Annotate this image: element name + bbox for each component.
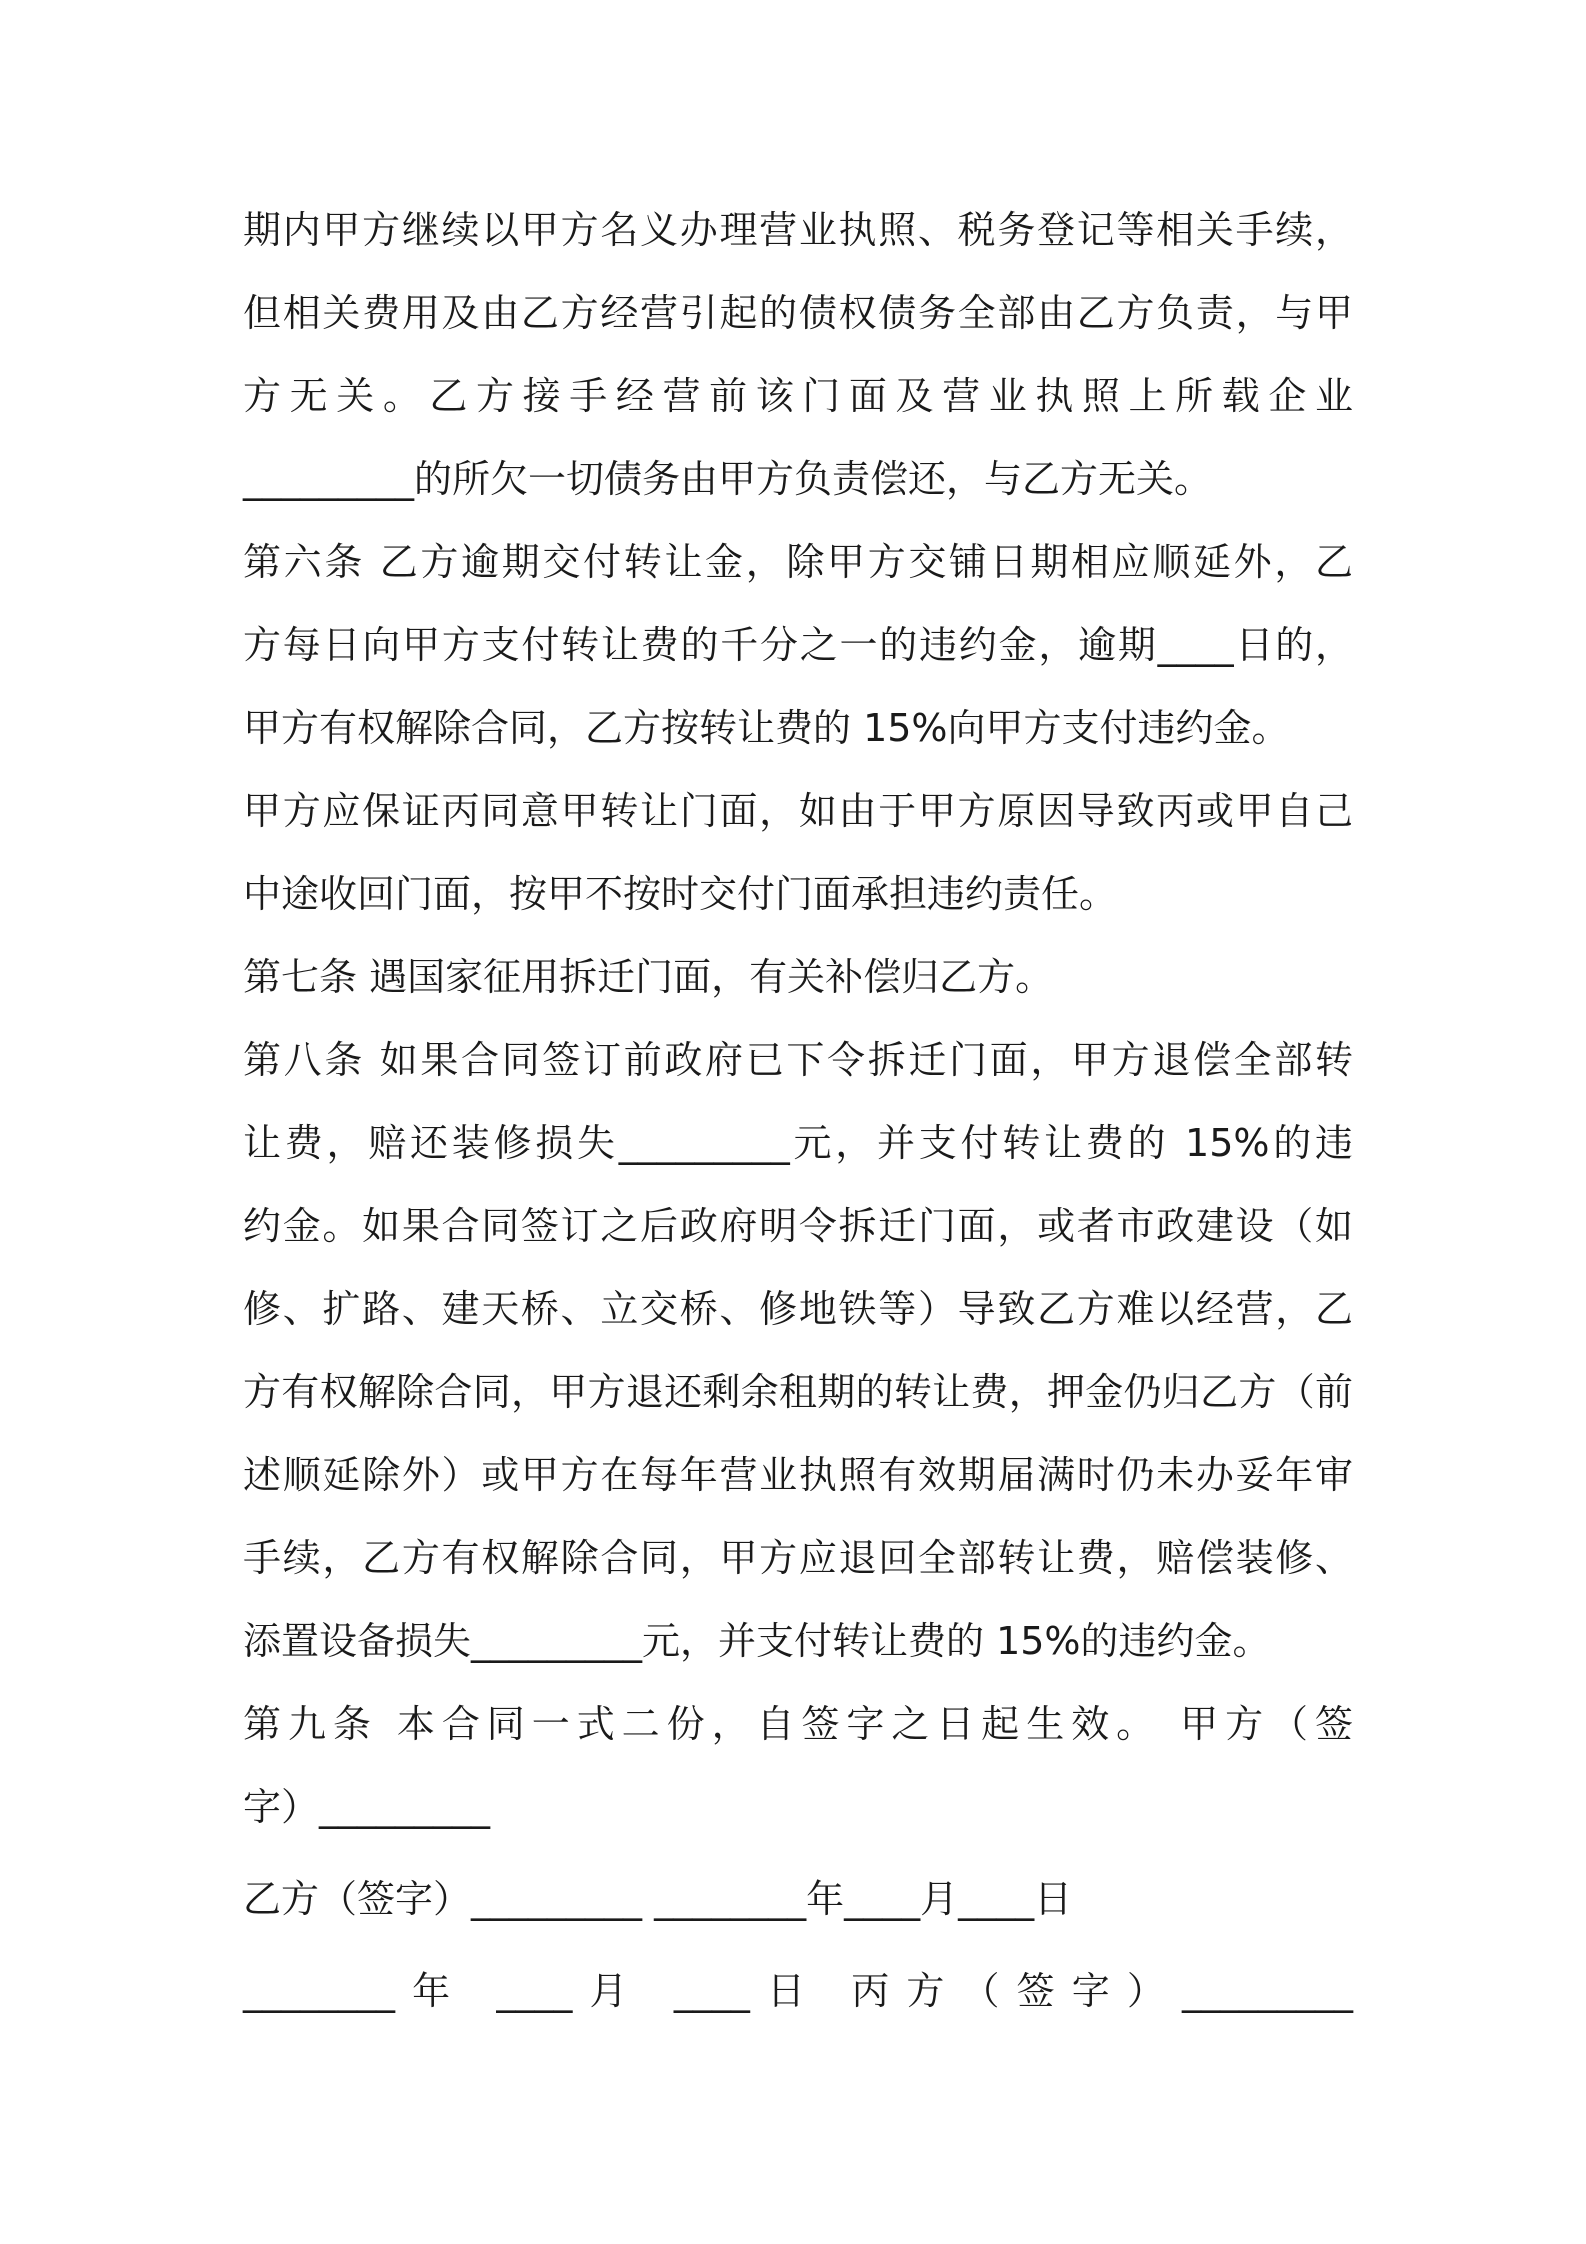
article-8-line-1: 第八条 如果合同签订前政府已下令拆迁门面，甲方退偿全部转 (243, 1038, 1353, 1082)
article-8-line-8: 添置设备损失_________元，并支付转让费的 15%的违约金。 (243, 1619, 1271, 1663)
article-8-line-6: 述顺延除外）或甲方在每年营业执照有效期届满时仍未办妥年审 (243, 1453, 1353, 1497)
body-line-4: _________的所欠一切债务由甲方负责偿还，与乙方无关。 (243, 457, 1213, 501)
article-6-line-1: 第六条 乙方逾期交付转让金，除甲方交铺日期相应顺延外，乙 (243, 540, 1353, 584)
party-a-signature-line: 字）_________ (243, 1785, 491, 1829)
article-8-line-2: 让费，赔还装修损失_________元，并支付转让费的 15%的违 (243, 1121, 1353, 1165)
party-b-signature-line: 乙方（签字）_________ ________年____月____日 (243, 1877, 1073, 1921)
party-c-signature-line: ________年 ____月 ____日 丙方（签字）_________ (243, 1969, 1353, 2013)
article-9-line: 第九条 本合同一式二份，自签字之日起生效。 甲方（签 (243, 1702, 1353, 1746)
body-line-1: 期内甲方继续以甲方名义办理营业执照、税务登记等相关手续， (243, 208, 1353, 252)
article-7-line: 第七条 遇国家征用拆迁门面，有关补偿归乙方。 (243, 955, 1054, 999)
article-6-line-3: 甲方有权解除合同，乙方按转让费的 15%向甲方支付违约金。 (243, 706, 1290, 750)
body-line-2: 但相关费用及由乙方经营引起的债权债务全部由乙方负责，与甲 (243, 291, 1353, 335)
article-6-line-4: 甲方应保证丙同意甲转让门面，如由于甲方原因导致丙或甲自己 (243, 789, 1353, 833)
article-8-line-4: 修、扩路、建天桥、立交桥、修地铁等）导致乙方难以经营，乙 (243, 1287, 1353, 1331)
article-8-line-3: 约金。如果合同签订之后政府明令拆迁门面，或者市政建设（如 (243, 1204, 1353, 1248)
article-8-line-5: 方有权解除合同，甲方退还剩余租期的转让费，押金仍归乙方（前 (243, 1370, 1353, 1414)
body-line-3: 方无关。乙方接手经营前该门面及营业执照上所载企业 (243, 374, 1353, 418)
article-6-line-5: 中途收回门面，按甲不按时交付门面承担违约责任。 (243, 872, 1118, 916)
article-8-line-7: 手续，乙方有权解除合同，甲方应退回全部转让费，赔偿装修、 (243, 1536, 1353, 1580)
article-6-line-2: 方每日向甲方支付转让费的千分之一的违约金，逾期____日的， (243, 623, 1353, 667)
